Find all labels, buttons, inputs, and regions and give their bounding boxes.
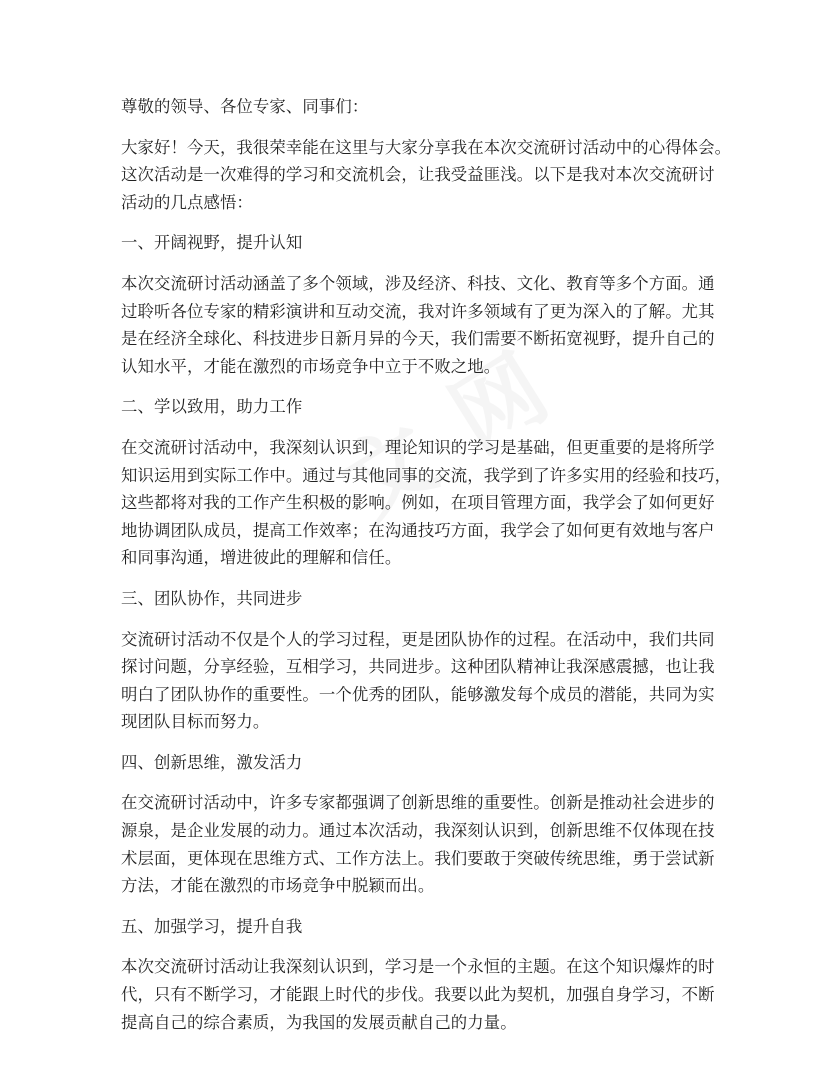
section-paragraph (121, 626, 717, 736)
section-heading: 一、开阔视野，提升认知 (121, 233, 303, 253)
section-heading: 二、学以致用，助力工作 (121, 397, 303, 417)
text-line: 方法，才能在激烈的市场竞争中脱颖而出。 (121, 876, 435, 896)
text-line: 代，只有不断学习，才能跟上时代的步伐。我要以此为契机，加强自身学习，不断 (121, 985, 715, 1005)
section-heading: 五、加强学习，提升自我 (121, 916, 303, 936)
text-line: 这次活动是一次难得的学习和交流机会，让我受益匪浅。以下是我对本次交流研讨 (121, 165, 715, 185)
text-line: 在交流研讨活动中，许多专家都强调了创新思维的重要性。创新是推动社会进步的 (121, 793, 715, 813)
text-line: 本次交流研讨活动涵盖了多个领域，涉及经济、科技、文化、教育等多个方面。通 (121, 273, 715, 293)
text-line: 和同事沟通，增进彼此的理解和信任。 (121, 548, 402, 568)
section-paragraph (121, 953, 717, 1036)
text-line: 是在经济全球化、科技进步日新月异的今天，我们需要不断拓宽视野，提升自己的 (121, 329, 715, 349)
text-line: 探讨问题，分享经验，互相学习，共同进步。这种团队精神让我深感震撼，也让我 (121, 657, 715, 677)
section-heading: 四、创新思维，激发活力 (121, 752, 303, 772)
text-line: 过聆听各位专家的精彩演讲和互动交流，我对许多领域有了更为深入的了解。尤其 (121, 301, 715, 321)
section-paragraph (121, 434, 732, 572)
text-line: 认知水平，才能在激烈的市场竞争中立于不败之地。 (121, 356, 501, 376)
salutation: 尊敬的领导、各位专家、同事们： (121, 97, 369, 116)
section-heading: 三、团队协作，共同进步 (121, 588, 303, 608)
section-paragraph (121, 789, 717, 899)
text-line: 活动的几点感悟： (121, 192, 253, 212)
text-line: 知识运用到实际工作中。通过与其他同事的交流，我学到了许多实用的经验和技巧， (121, 465, 732, 485)
section-paragraph (121, 270, 717, 380)
text-line: 在交流研讨活动中，我深刻认识到，理论知识的学习是基础，但更重要的是将所学 (121, 437, 715, 457)
document-body (121, 93, 732, 1036)
text-line: 交流研讨活动不仅是个人的学习过程，更是团队协作的过程。在活动中，我们共同 (121, 629, 715, 649)
text-line: 这些都将对我的工作产生积极的影响。例如，在项目管理方面，我学会了如何更好 (121, 493, 715, 513)
text-line: 源泉，是企业发展的动力。通过本次活动，我深刻认识到，创新思维不仅体现在技 (121, 821, 715, 841)
text-line: 明白了团队协作的重要性。一个优秀的团队，能够激发每个成员的潜能，共同为实 (121, 684, 715, 704)
text-line: 提高自己的综合素质，为我国的发展贡献自己的力量。 (121, 1012, 517, 1032)
intro-paragraph (121, 134, 732, 217)
text-line: 术层面，更体现在思维方式、工作方法上。我们要敢于突破传统思维，勇于尝试新 (121, 848, 715, 868)
text-line: 现团队目标而努力。 (121, 712, 270, 732)
text-line: 地协调团队成员，提高工作效率；在沟通技巧方面，我学会了如何更有效地与客户 (121, 520, 715, 540)
text-line: 本次交流研讨活动让我深刻认识到，学习是一个永恒的主题。在这个知识爆炸的时 (121, 957, 715, 977)
text-line: 大家好！今天，我很荣幸能在这里与大家分享我在本次交流研讨活动中的心得体会。 (121, 137, 732, 157)
